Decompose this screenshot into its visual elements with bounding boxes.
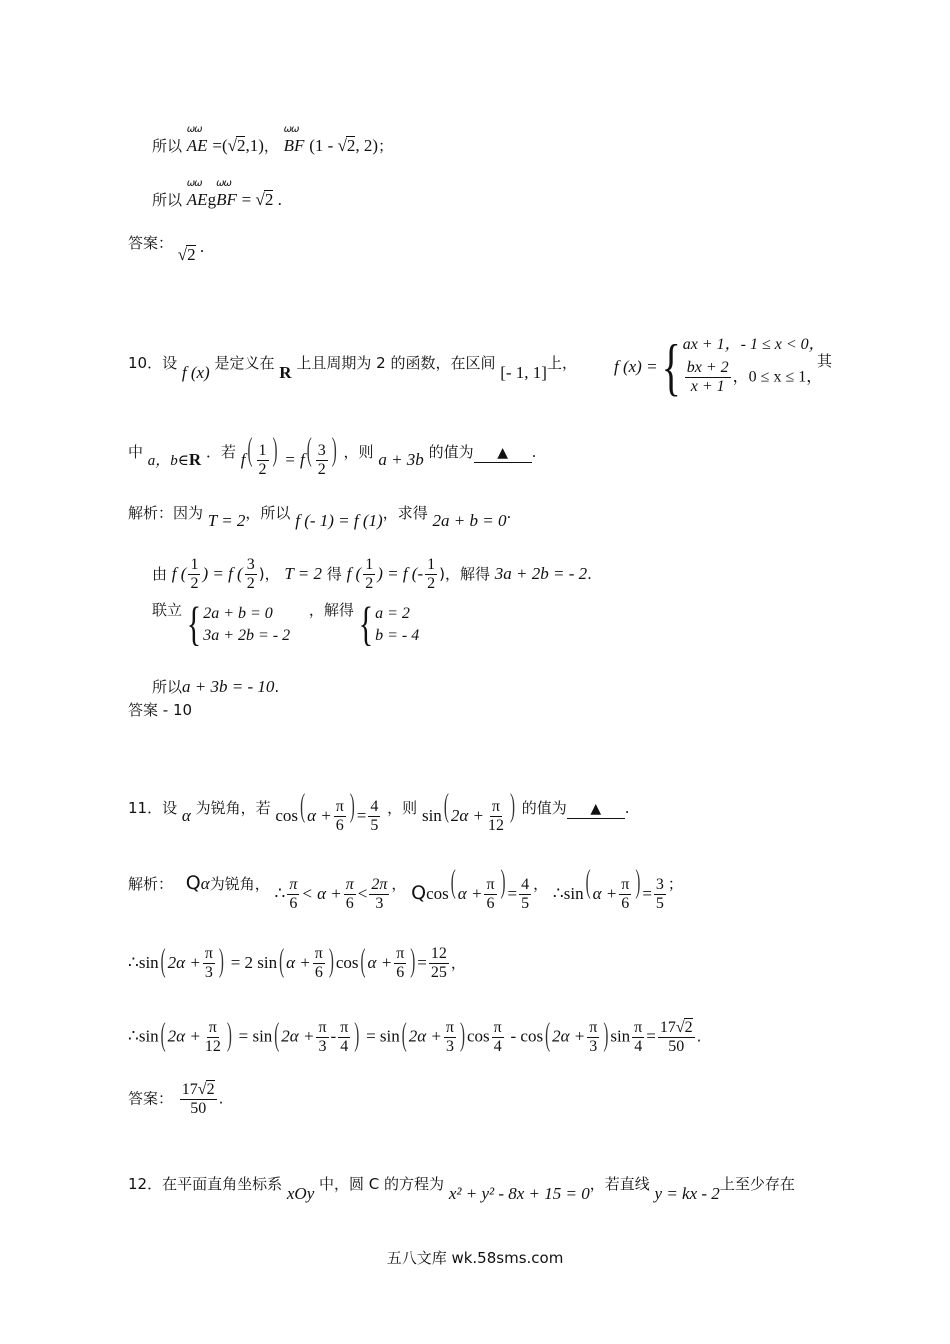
text: ．若 bbox=[205, 442, 236, 461]
math: y = kx - 2 bbox=[654, 1184, 720, 1203]
denominator: 2 bbox=[427, 575, 436, 593]
fraction bbox=[338, 1019, 350, 1057]
math: - bbox=[330, 1026, 337, 1046]
text: 上且周期为 2 的函数，在区间 bbox=[296, 354, 496, 372]
fraction bbox=[313, 945, 325, 983]
vector-label: BF bbox=[283, 136, 305, 155]
numerator: π bbox=[338, 1019, 350, 1038]
denominator: 3 bbox=[204, 964, 213, 982]
solution-label: 解析： bbox=[128, 874, 174, 893]
therefore-symbol: ∴ bbox=[274, 883, 286, 903]
p10-solution-line4 bbox=[152, 678, 279, 695]
p11-answer bbox=[128, 1080, 223, 1119]
math: = sin bbox=[366, 1026, 400, 1046]
fraction bbox=[658, 1018, 695, 1057]
denominator: 2 bbox=[365, 575, 374, 593]
denominator: 12 bbox=[204, 1037, 221, 1055]
math: 2α + bbox=[408, 1026, 442, 1046]
therefore-symbol: ∴ bbox=[552, 883, 564, 903]
text: ，则 bbox=[387, 798, 418, 817]
math: = bbox=[507, 883, 518, 903]
text: 中，圆 C 的方程为 bbox=[319, 1175, 445, 1193]
math: f (x) bbox=[181, 363, 210, 382]
paren-icon: ) bbox=[218, 945, 224, 981]
equation: 3a + 2b = - 2 bbox=[203, 627, 291, 644]
answer-label: 答案： bbox=[128, 234, 174, 252]
text: ，若直线 bbox=[589, 1175, 650, 1193]
math: - cos bbox=[510, 1026, 544, 1046]
fraction bbox=[429, 945, 449, 983]
fraction bbox=[180, 1080, 217, 1119]
radicand: 2 bbox=[236, 136, 246, 155]
fraction bbox=[188, 556, 200, 594]
math: cos bbox=[466, 1026, 490, 1046]
math: ) = f (- bbox=[377, 563, 424, 583]
math: = f bbox=[284, 449, 305, 469]
fraction bbox=[492, 1019, 504, 1057]
fraction bbox=[203, 945, 215, 983]
denominator: 6 bbox=[396, 964, 405, 982]
denominator: 25 bbox=[430, 964, 447, 982]
equations bbox=[375, 606, 419, 644]
case-1: ax + 1，- 1 ≤ x < 0， bbox=[682, 336, 825, 353]
paren-icon: ) bbox=[349, 790, 355, 826]
paren-icon: ( bbox=[300, 790, 306, 826]
p10-piecewise bbox=[614, 330, 825, 403]
numerator: 2π bbox=[369, 876, 389, 895]
vector-label: AE bbox=[186, 190, 208, 209]
text: 其 bbox=[817, 352, 833, 370]
because-symbol: Q bbox=[185, 871, 201, 894]
answer-label: 答案： bbox=[128, 1089, 174, 1108]
page-footer: 五八文库 wk.58sms.com bbox=[386, 1249, 564, 1267]
paren-icon: ( bbox=[401, 1018, 407, 1054]
paren-icon: ) bbox=[603, 1018, 609, 1054]
denominator: 6 bbox=[314, 964, 323, 982]
text: )，解得 bbox=[439, 564, 490, 583]
text: ； bbox=[667, 874, 683, 893]
text: 上至少存在 bbox=[719, 1175, 795, 1193]
math: = bbox=[646, 1026, 656, 1046]
math: a + 3b bbox=[378, 449, 424, 469]
paren-icon: ) bbox=[272, 434, 278, 470]
system-2 bbox=[358, 597, 420, 651]
brace-icon: { bbox=[661, 330, 681, 403]
text: . bbox=[195, 237, 205, 256]
math: 2a + b = 0 bbox=[432, 511, 507, 530]
paren-icon: ( bbox=[306, 434, 312, 470]
paren-icon: ( bbox=[247, 434, 253, 470]
math: cos bbox=[275, 805, 299, 825]
paren-icon: ( bbox=[545, 1018, 551, 1054]
cases bbox=[683, 337, 825, 397]
math: 2α + bbox=[167, 1026, 201, 1046]
fraction bbox=[363, 556, 375, 594]
paren-icon: ( bbox=[160, 1018, 166, 1054]
text: . bbox=[273, 190, 282, 209]
fraction bbox=[587, 1019, 599, 1057]
question-number: 10．设 bbox=[128, 354, 178, 372]
numerator: 4 bbox=[519, 876, 531, 895]
denominator: 6 bbox=[335, 817, 344, 835]
paren-icon: ) bbox=[635, 866, 641, 902]
numerator: 3 bbox=[245, 556, 257, 575]
denominator: 5 bbox=[521, 895, 530, 913]
numerator: π bbox=[313, 945, 325, 964]
text: 联立 bbox=[152, 601, 183, 619]
case-2 bbox=[683, 359, 825, 397]
p10-line1-tail bbox=[817, 354, 832, 369]
text: . bbox=[218, 1089, 224, 1108]
math: sin bbox=[610, 1026, 631, 1046]
text: 上， bbox=[546, 354, 577, 372]
text: ，0 ≤ x ≤ 1， bbox=[732, 368, 823, 386]
math: 2α + bbox=[552, 1026, 586, 1046]
denominator: 5 bbox=[370, 817, 379, 835]
fraction bbox=[316, 1019, 328, 1057]
radicand: 2 bbox=[264, 190, 274, 209]
math: cos bbox=[335, 952, 359, 972]
math: f ( bbox=[171, 563, 187, 583]
fraction bbox=[619, 876, 631, 914]
math: sin bbox=[421, 805, 442, 825]
text: )， bbox=[258, 564, 280, 583]
numerator: π bbox=[316, 1019, 328, 1038]
denominator: 6 bbox=[289, 895, 298, 913]
numerator: π bbox=[619, 876, 631, 895]
fraction bbox=[257, 442, 269, 480]
fraction bbox=[368, 798, 380, 836]
math: 3a + 2b = - 2 bbox=[494, 563, 588, 583]
vector-bf bbox=[216, 178, 237, 209]
text: = bbox=[241, 190, 256, 209]
math: < α + bbox=[301, 883, 342, 903]
p10-question-line2 bbox=[128, 434, 537, 479]
text: . bbox=[506, 504, 512, 522]
text: ，所以 bbox=[245, 504, 291, 522]
math: xOy bbox=[286, 1184, 315, 1203]
math: < bbox=[357, 883, 368, 903]
denominator: 12 bbox=[487, 817, 504, 835]
p10-solution-line3 bbox=[152, 597, 420, 651]
paren-icon: ) bbox=[459, 1018, 465, 1054]
text: 是定义在 bbox=[214, 354, 275, 372]
numerator bbox=[180, 1080, 217, 1100]
paren-icon: ) bbox=[500, 866, 506, 902]
text: 所以 bbox=[152, 678, 183, 696]
math: 2α + bbox=[281, 1026, 315, 1046]
equation: 2a + b = 0 bbox=[203, 605, 273, 622]
text: , 2) bbox=[355, 136, 379, 155]
fraction bbox=[334, 798, 346, 836]
fraction bbox=[245, 556, 257, 594]
paren-icon: ( bbox=[585, 866, 591, 902]
text: . bbox=[587, 564, 592, 583]
radicand: 2 bbox=[187, 245, 196, 264]
numerator: bx + 2 bbox=[685, 359, 731, 378]
numerator: π bbox=[484, 876, 496, 895]
math: sin bbox=[563, 883, 584, 903]
sqrt-icon: √ bbox=[177, 245, 188, 264]
text: 为锐角，若 bbox=[195, 798, 271, 817]
p10-answer bbox=[128, 703, 192, 718]
text: . bbox=[531, 442, 537, 461]
math: f bbox=[240, 449, 246, 469]
numerator: 1 bbox=[363, 556, 375, 575]
math: T = 2 bbox=[284, 563, 322, 583]
p10-solution-line1 bbox=[128, 504, 512, 530]
text: 中 bbox=[128, 442, 144, 461]
numerator bbox=[658, 1018, 695, 1038]
fraction bbox=[425, 556, 437, 594]
coefficient: 17 bbox=[659, 1019, 676, 1036]
vector-bf bbox=[283, 124, 305, 155]
text: 得 bbox=[326, 564, 342, 583]
text: . bbox=[624, 798, 630, 817]
p11-solution-line3 bbox=[128, 1018, 701, 1057]
p10-question-line1 bbox=[128, 354, 577, 382]
fraction bbox=[685, 359, 731, 397]
denominator: 2 bbox=[190, 575, 199, 593]
fraction bbox=[369, 876, 389, 914]
coefficient: 17 bbox=[181, 1081, 198, 1098]
question-number: 12．在平面直角坐标系 bbox=[128, 1175, 283, 1193]
paren-icon: ) bbox=[328, 945, 334, 981]
fraction bbox=[287, 876, 299, 914]
vector-ae bbox=[186, 124, 208, 155]
text: 的值为 bbox=[521, 798, 567, 817]
math: R bbox=[279, 363, 292, 382]
math: f ( bbox=[346, 563, 362, 583]
math: α + bbox=[457, 883, 483, 903]
numerator: 12 bbox=[429, 945, 449, 964]
piecewise-system bbox=[614, 330, 825, 403]
text: ， bbox=[450, 953, 466, 972]
math: ) = f ( bbox=[202, 563, 243, 583]
therefore-symbol: ∴ bbox=[128, 952, 139, 972]
p11-solution-line1 bbox=[128, 866, 683, 913]
fraction bbox=[394, 945, 406, 983]
answer-text: 答案 - 10 bbox=[128, 701, 193, 719]
math: α + bbox=[592, 883, 618, 903]
math: x² + y² - 8x + 15 = 0 bbox=[448, 1184, 590, 1203]
math: = sin bbox=[238, 1026, 273, 1046]
math: cos bbox=[426, 883, 449, 903]
math: a + 3b = - 10 bbox=[182, 677, 275, 696]
numerator: π bbox=[334, 798, 346, 817]
paren-icon: ) bbox=[226, 1018, 232, 1054]
denominator: 50 bbox=[190, 1100, 207, 1118]
paren-icon: ( bbox=[360, 945, 366, 981]
paren-icon: ) bbox=[410, 945, 416, 981]
text: g bbox=[207, 190, 217, 209]
text: 为锐角， bbox=[209, 874, 270, 893]
equations bbox=[203, 606, 290, 644]
math: = 2 sin bbox=[230, 952, 278, 972]
p11-solution-line2 bbox=[128, 945, 466, 983]
numerator: 4 bbox=[368, 798, 380, 817]
denominator: 6 bbox=[345, 895, 354, 913]
math: = bbox=[642, 883, 652, 903]
math: = bbox=[356, 805, 367, 825]
numerator: π bbox=[203, 945, 215, 964]
answer-blank: ▲ bbox=[567, 801, 625, 819]
question-number: 11．设 bbox=[128, 798, 178, 817]
math: [- 1, 1] bbox=[500, 363, 547, 382]
denominator: 4 bbox=[634, 1037, 643, 1055]
denominator: 3 bbox=[375, 895, 384, 913]
math: f (- 1) = f (1) bbox=[295, 511, 383, 530]
text: ， bbox=[391, 874, 407, 893]
numerator: 1 bbox=[257, 442, 269, 461]
fraction bbox=[519, 876, 531, 914]
denominator: 2 bbox=[317, 461, 326, 479]
text: ； bbox=[378, 137, 394, 155]
vector-label: AE bbox=[186, 136, 208, 155]
p9-answer bbox=[128, 233, 205, 264]
fraction bbox=[203, 1019, 223, 1057]
numerator: π bbox=[207, 1019, 219, 1038]
fraction bbox=[654, 876, 666, 914]
math: α bbox=[200, 873, 210, 893]
math: 2α + bbox=[450, 805, 484, 825]
numerator: π bbox=[344, 876, 356, 895]
numerator: π bbox=[632, 1019, 644, 1038]
math: = bbox=[417, 952, 427, 972]
sqrt-icon: √ bbox=[197, 1081, 207, 1098]
equation: b = - 4 bbox=[375, 627, 420, 644]
numerator: π bbox=[492, 1019, 504, 1038]
paren-icon: ( bbox=[450, 866, 456, 902]
denominator: 3 bbox=[318, 1037, 327, 1055]
denominator: x + 1 bbox=[690, 378, 725, 396]
numerator: π bbox=[444, 1019, 456, 1038]
text: 所以 bbox=[152, 137, 183, 155]
paren-icon: ( bbox=[160, 945, 166, 981]
p12-question bbox=[128, 1175, 795, 1203]
numerator: 1 bbox=[425, 556, 437, 575]
numerator: π bbox=[490, 798, 502, 817]
math: α + bbox=[307, 805, 332, 825]
math: T = 2 bbox=[207, 511, 246, 530]
because-symbol: Q bbox=[411, 881, 427, 904]
text: . bbox=[274, 678, 280, 696]
numerator: π bbox=[587, 1019, 599, 1038]
equation: a = 2 bbox=[375, 605, 410, 622]
fraction bbox=[484, 876, 496, 914]
numerator: π bbox=[394, 945, 406, 964]
therefore-symbol: ∴ bbox=[128, 1026, 139, 1046]
fraction bbox=[344, 876, 356, 914]
text: 的值为 bbox=[428, 442, 474, 461]
paren-icon: ( bbox=[274, 1018, 280, 1054]
p9-line1 bbox=[152, 124, 394, 155]
answer-blank: ▲ bbox=[474, 445, 532, 463]
math: α bbox=[181, 805, 191, 825]
math: a，b∈ bbox=[147, 452, 189, 469]
sqrt-icon: √ bbox=[255, 190, 265, 209]
text: ，求得 bbox=[382, 504, 428, 522]
denominator: 6 bbox=[486, 895, 495, 913]
fraction bbox=[632, 1019, 644, 1057]
paren-icon: ) bbox=[331, 434, 337, 470]
text: =( bbox=[212, 136, 228, 155]
math: sin bbox=[138, 952, 159, 972]
numerator: 3 bbox=[654, 876, 666, 895]
vector-ae bbox=[186, 178, 208, 209]
denominator: 6 bbox=[621, 895, 630, 913]
text: ，解得 bbox=[308, 601, 354, 619]
brace-icon: { bbox=[186, 597, 202, 651]
sqrt-icon: √ bbox=[337, 136, 347, 155]
text: ，则 bbox=[343, 442, 374, 461]
paren-icon: ( bbox=[443, 790, 449, 826]
numerator: 3 bbox=[316, 442, 328, 461]
text: (1 - bbox=[309, 136, 338, 155]
math: f (x) = bbox=[614, 357, 658, 377]
math: R bbox=[188, 449, 202, 469]
paren-icon: ) bbox=[509, 790, 515, 826]
paren-icon: ) bbox=[354, 1018, 360, 1054]
sqrt-icon: √ bbox=[227, 136, 237, 155]
solution-label: 解析：因为 bbox=[128, 504, 204, 522]
text: 由 bbox=[152, 564, 168, 583]
radicand: 2 bbox=[684, 1019, 693, 1036]
vector-arrow-icon: ѡѡ bbox=[186, 178, 202, 189]
p10-solution-line2 bbox=[152, 556, 592, 594]
numerator: π bbox=[287, 876, 299, 895]
fraction bbox=[486, 798, 506, 836]
system-1 bbox=[186, 597, 291, 651]
vector-label: BF bbox=[216, 190, 237, 209]
brace-icon: { bbox=[358, 597, 374, 651]
math: sin bbox=[138, 1026, 159, 1046]
fraction bbox=[444, 1019, 456, 1057]
vector-arrow-icon: ѡѡ bbox=[216, 178, 231, 189]
math: α + bbox=[286, 952, 311, 972]
sqrt-icon: √ bbox=[675, 1019, 685, 1036]
denominator: 2 bbox=[258, 461, 267, 479]
text: ,1) bbox=[245, 136, 264, 155]
text: . bbox=[696, 1027, 702, 1046]
denominator: 3 bbox=[589, 1037, 598, 1055]
p11-question bbox=[128, 790, 630, 835]
vector-arrow-icon: ѡѡ bbox=[186, 124, 202, 135]
vector-arrow-icon: ѡѡ bbox=[283, 124, 299, 135]
radicand: 2 bbox=[346, 136, 356, 155]
denominator: 50 bbox=[668, 1038, 685, 1056]
denominator: 2 bbox=[246, 575, 255, 593]
radicand: 2 bbox=[206, 1081, 215, 1098]
denominator: 4 bbox=[340, 1037, 349, 1055]
numerator: 1 bbox=[188, 556, 200, 575]
math: 2α + bbox=[167, 952, 201, 972]
text: ， bbox=[533, 874, 549, 893]
denominator: 3 bbox=[445, 1037, 454, 1055]
paren-icon: ( bbox=[279, 945, 285, 981]
fraction bbox=[316, 442, 328, 480]
denominator: 4 bbox=[493, 1037, 502, 1055]
math: α + bbox=[367, 952, 393, 972]
p9-line2 bbox=[152, 178, 282, 209]
text: ， bbox=[263, 137, 279, 155]
denominator: 5 bbox=[655, 895, 664, 913]
text: 所以 bbox=[152, 191, 183, 209]
